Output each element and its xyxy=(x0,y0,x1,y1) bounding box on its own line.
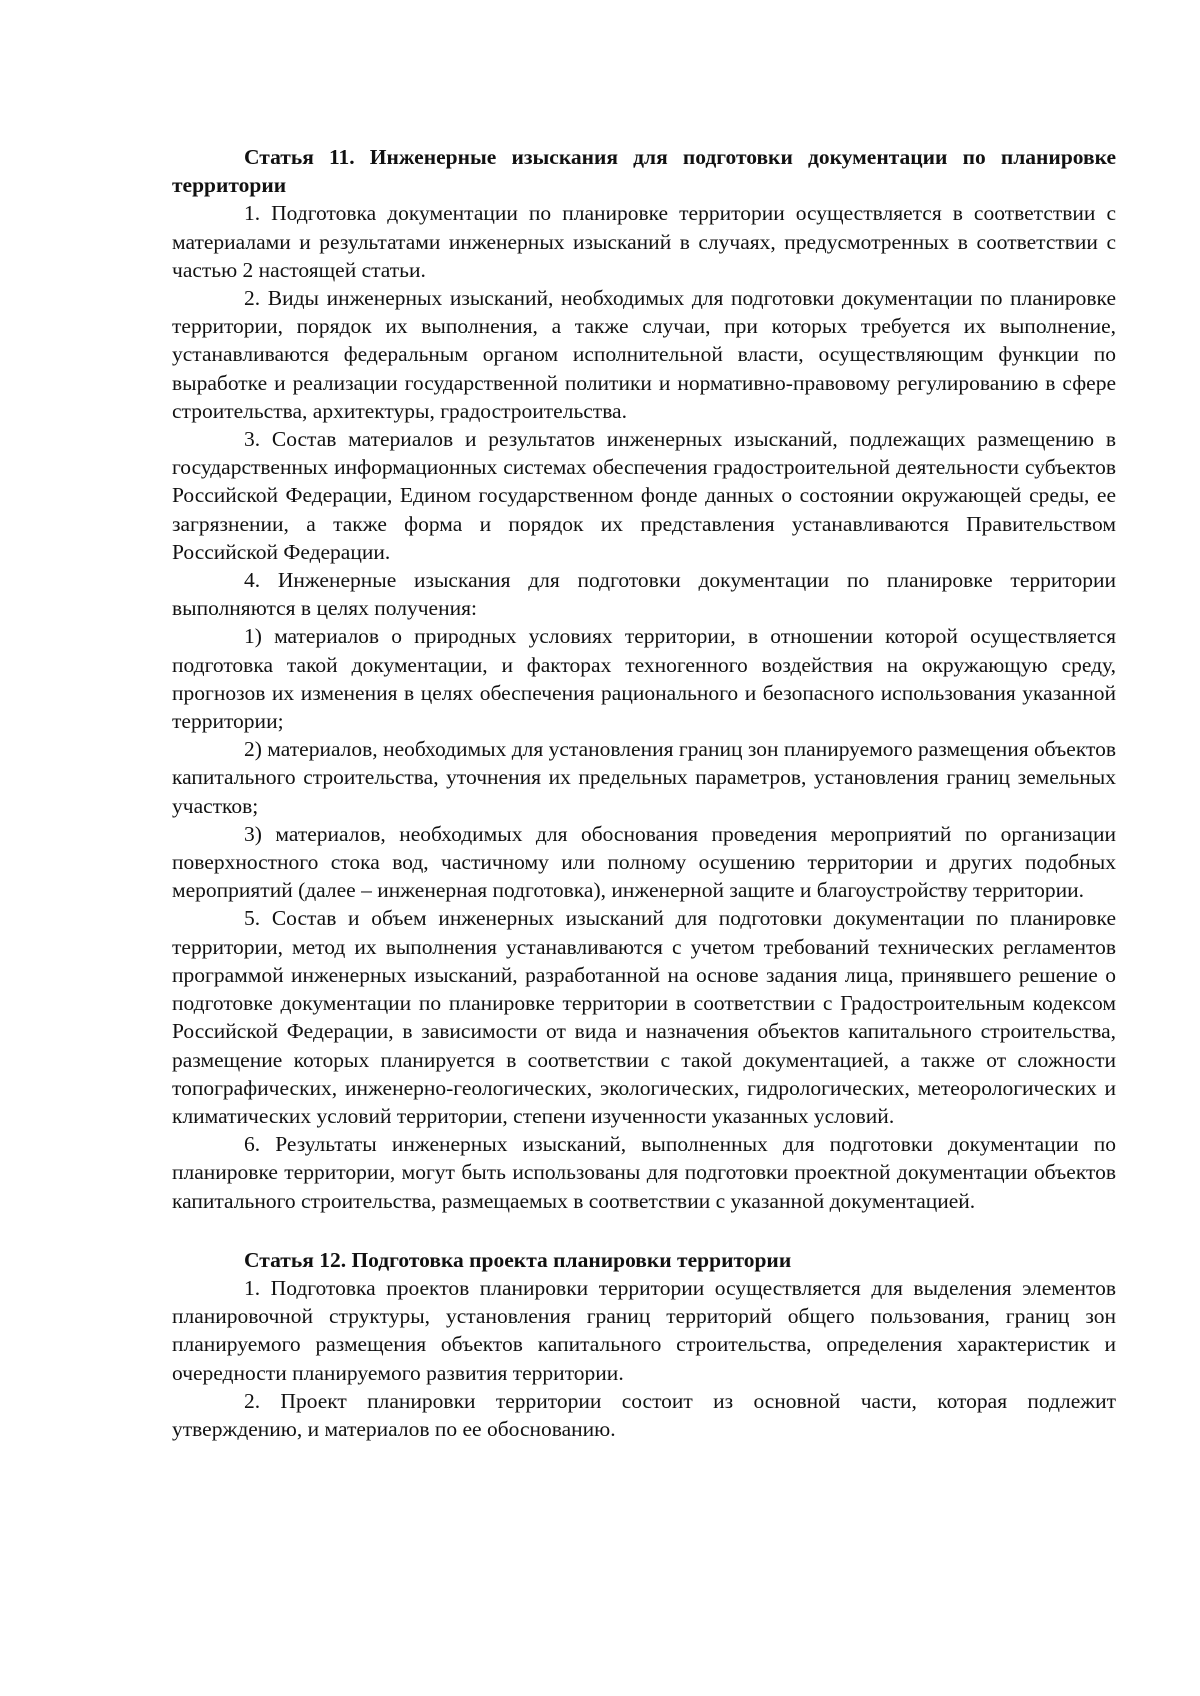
article-11-subitem-1: 1) материалов о природных условиях территории, в отношении которой осуществляется подготовка такой документации, и факторах техногенного воздействия на окружающую среду, прогнозов их изменения в целях обеспечения рационального и безопасного использования указанной территории; xyxy=(172,624,1116,734)
article-12 xyxy=(172,1246,1116,1443)
article-11-subitem-3: 3) материалов, необходимых для обоснования проведения мероприятий по организации поверхностного стока вод, частичному или полному осушению территории и других подобных мероприятий (далее – инженерная подготовка), инженерной защите и благоустройству территории. xyxy=(172,821,1116,903)
article-11-paragraph-4: 4. Инженерные изыскания для подготовки документации по планировке территории выполняются в целях получения: xyxy=(172,568,1116,621)
article-11-paragraph-6: 6. Результаты инженерных изысканий, выполненных для подготовки документации по планировке территории, могут быть использованы для подготовки проектной документации объектов капитального строительства, размещаемых в соответствии с указанной документацией. xyxy=(172,1132,1116,1213)
article-12-heading: Статья 12. Подготовка проекта планировки территории xyxy=(244,1247,792,1272)
article-11-subitem-2: 2) материалов, необходимых для установления границ зон планируемого размещения объектов капитального строительства, уточнения их предельных параметров, установления границ земельных участков; xyxy=(172,737,1116,818)
article-12-paragraph-2: 2. Проект планировки территории состоит из основной части, которая подлежит утверждению, и материалов по ее обоснованию. xyxy=(172,1388,1116,1441)
article-11-heading: Статья 11. Инженерные изыскания для подготовки документации по планировке территории xyxy=(172,145,1116,198)
article-11-paragraph-1: 1. Подготовка документации по планировке территории осуществляется в соответствии с материалами и результатами инженерных изысканий в случаях, предусмотренных в соответствии с частью 2 настоящей статьи. xyxy=(172,201,1116,282)
article-11-paragraph-2: 2. Виды инженерных изысканий, необходимых для подготовки документации по планировке территории, порядок их выполнения, а также случаи, при которых требуется их выполнение, устанавливаются федеральным органом исполнительной власти, осуществляющим функции по выработке и реализации государственной политики и нормативно-правовому регулированию в сфере строительства, архитектуры, градостроительства. xyxy=(172,286,1116,423)
article-11-paragraph-5: 5. Состав и объем инженерных изысканий для подготовки документации по планировке территории, метод их выполнения устанавливаются с учетом требований технических регламентов программой инженерных изысканий, разработанной на основе задания лица, принявшего решение о подготовке документации по планировке территории в соответствии с Градостроительным кодексом Российской Федерации, в зависимости от вида и назначения объектов капитального строительства, размещение которых планируется в соответствии с такой документацией, а также от сложности топографических, инженерно-геологических, экологических, гидрологических, метеорологических и климатических условий территории, степени изученности указанных условий. xyxy=(172,906,1116,1128)
article-11-paragraph-3: 3. Состав материалов и результатов инженерных изысканий, подлежащих размещению в государственных информационных системах обеспечения градостроительной деятельности субъектов Российской Федерации, Едином государственном фонде данных о состоянии окружающей среды, ее загрязнении, а также форма и порядок их представления устанавливаются Правительством Российской Федерации. xyxy=(172,427,1116,564)
article-12-paragraph-1: 1. Подготовка проектов планировки территории осуществляется для выделения элементов планировочной структуры, установления границ территорий общего пользования, границ зон планируемого размещения объектов капитального строительства, определения характеристик и очередности планируемого развития территории. xyxy=(172,1275,1116,1385)
article-11 xyxy=(172,143,1116,1215)
document-page xyxy=(172,143,1116,1443)
